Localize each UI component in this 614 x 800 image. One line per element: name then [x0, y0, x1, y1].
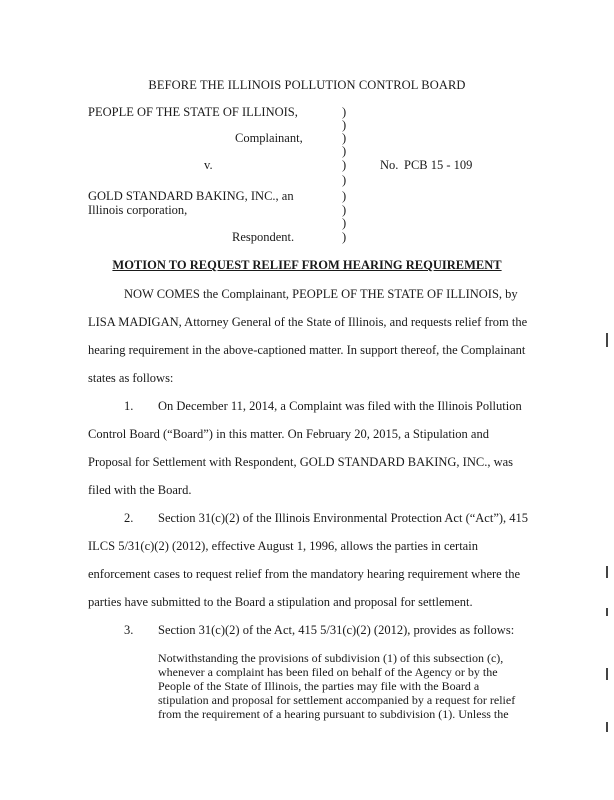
- intro-line: LISA MADIGAN, Attorney General of the State of Illinois, and requests relief from the: [88, 315, 528, 329]
- caption-plaintiff: PEOPLE OF THE STATE OF ILLINOIS,: [88, 105, 298, 119]
- quote-line: Notwithstanding the provisions of subdivision (1) of this subsection (c),: [158, 651, 504, 665]
- intro-line: NOW COMES the Complainant, PEOPLE OF THE STATE OF ILLINOIS, by: [124, 287, 518, 301]
- caption-paren: ): [342, 203, 347, 217]
- paragraph-line: ILCS 5/31(c)(2) (2012), effective August 1, 1996, allows the parties in certain: [88, 539, 478, 553]
- paragraph-line: filed with the Board.: [88, 483, 192, 497]
- scan-margin-mark: [606, 722, 608, 732]
- case-number-label: No.: [380, 158, 399, 172]
- intro-line: hearing requirement in the above-captioned matter. In support thereof, the Complainant: [88, 343, 526, 357]
- caption-paren: ): [342, 144, 347, 158]
- paragraph-number: 1.: [124, 399, 134, 413]
- caption-paren: ): [342, 216, 347, 230]
- paragraph-line: On December 11, 2014, a Complaint was filed with the Illinois Pollution: [158, 399, 522, 413]
- caption-defendant-role: Respondent.: [232, 230, 295, 244]
- caption-versus: v.: [204, 158, 213, 172]
- caption-paren: ): [342, 173, 347, 187]
- paragraph-line: Proposal for Settlement with Respondent, GOLD STANDARD BAKING, INC., was: [88, 455, 514, 469]
- case-number: PCB 15 - 109: [404, 158, 473, 172]
- motion-heading: MOTION TO REQUEST RELIEF FROM HEARING REQUIREMENT: [112, 258, 502, 272]
- quote-line: People of the State of Illinois, the parties may file with the Board a: [158, 679, 480, 693]
- court-title: BEFORE THE ILLINOIS POLLUTION CONTROL BOARD: [148, 78, 466, 92]
- paragraph-number: 2.: [124, 511, 134, 525]
- paragraph-number: 3.: [124, 623, 134, 637]
- paragraph-line: Control Board (“Board”) in this matter. On February 20, 2015, a Stipulation and: [88, 427, 489, 441]
- scan-margin-mark: [606, 333, 608, 347]
- caption-paren: ): [342, 158, 347, 172]
- quote-line: stipulation and proposal for settlement accompanied by a request for relief: [158, 693, 516, 707]
- paragraph-line: Section 31(c)(2) of the Act, 415 5/31(c)(2) (2012), provides as follows:: [158, 623, 515, 637]
- caption-paren: ): [342, 131, 347, 145]
- caption-defendant-line2: Illinois corporation,: [88, 203, 188, 217]
- caption-paren: ): [342, 118, 347, 132]
- caption-defendant-line1: GOLD STANDARD BAKING, INC., an: [88, 189, 294, 203]
- paragraph-line: Section 31(c)(2) of the Illinois Environmental Protection Act (“Act”), 415: [158, 511, 529, 525]
- caption-plaintiff-role: Complainant,: [235, 131, 303, 145]
- caption-paren: ): [342, 189, 347, 203]
- paragraph-line: enforcement cases to request relief from the mandatory hearing requirement where the: [88, 567, 521, 581]
- intro-line: states as follows:: [88, 371, 174, 385]
- scan-margin-mark: [606, 668, 608, 680]
- paragraph-line: parties have submitted to the Board a stipulation and proposal for settlement.: [88, 595, 473, 609]
- quote-line: from the requirement of a hearing pursuant to subdivision (1). Unless the: [158, 707, 509, 721]
- quote-line: whenever a complaint has been filed on behalf of the Agency or by the: [158, 665, 498, 679]
- scan-margin-mark: [606, 566, 608, 578]
- caption-paren: ): [342, 105, 347, 119]
- scan-margin-mark: [606, 608, 608, 616]
- caption-paren: ): [342, 230, 347, 244]
